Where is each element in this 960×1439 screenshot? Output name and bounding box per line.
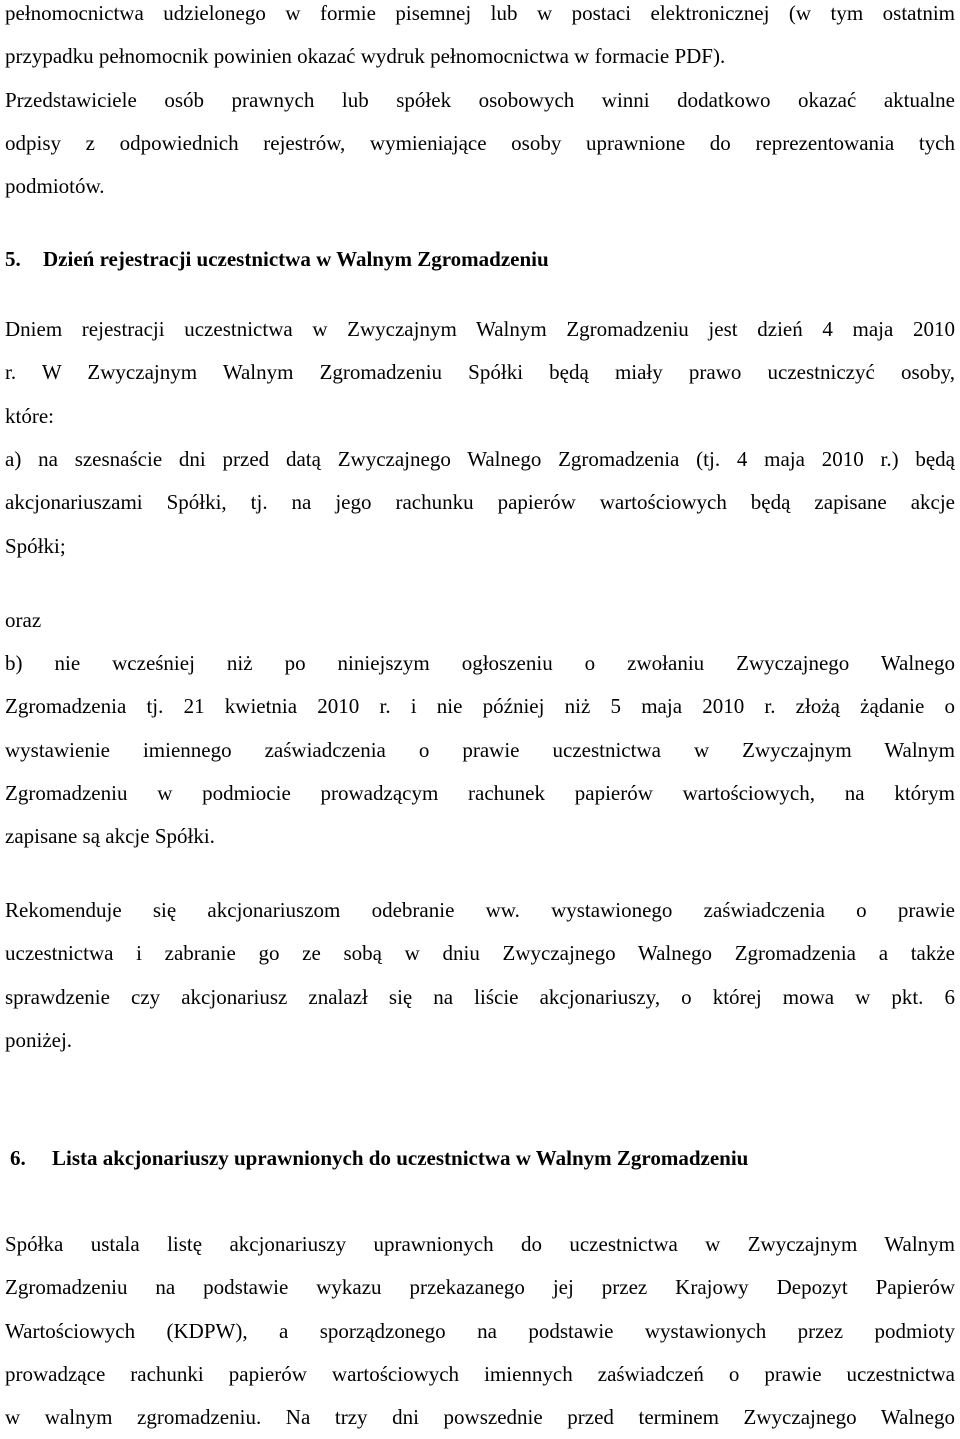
text-line: Przedstawiciele osób prawnych lub spółek osobowych winni dodatkowo okazać aktualne bbox=[5, 87, 955, 112]
section-number: 5. bbox=[5, 247, 21, 271]
intro-paragraph bbox=[5, 0, 955, 208]
section-title: Dzień rejestracji uczestnictwa w Walnym Zgromadzeniu bbox=[43, 247, 549, 271]
text-line: b) nie wcześniej niż po niniejszym ogłoszeniu o zwołaniu Zwyczajnego Walnego bbox=[5, 651, 955, 675]
section-6-heading bbox=[5, 1137, 748, 1180]
text-line: r. W Zwyczajnym Walnym Zgromadzeniu Spółki będą miały prawo uczestniczyć osoby, bbox=[5, 360, 955, 385]
text-line: prowadzące rachunki papierów wartościowych imiennych zaświadczeń o prawie uczestnictwa bbox=[5, 1361, 955, 1386]
text-line: poniżej. bbox=[5, 1027, 73, 1052]
list-item-b bbox=[5, 642, 955, 858]
text-line: Wartościowych (KDPW), a sporządzonego na podstawie wystawionych przez podmioty bbox=[5, 1318, 955, 1343]
text-line: wystawienie imiennego zaświadczenia o prawie uczestnictwa w Zwyczajnym Walnym bbox=[5, 737, 955, 762]
text-line: zapisane są akcje Spółki. bbox=[5, 824, 215, 849]
section-title: Lista akcjonariuszy uprawnionych do uczestnictwa w Walnym Zgromadzeniu bbox=[52, 1146, 749, 1170]
text-line: Zgromadzeniu w podmiocie prowadzącym rachunek papierów wartościowych, na którym bbox=[5, 780, 955, 805]
text-line: Dniem rejestracji uczestnictwa w Zwyczajnym Walnym Zgromadzeniu jest dzień 4 maja 2010 bbox=[5, 317, 955, 341]
text-line: a) na szesnaście dni przed datą Zwyczajnego Walnego Zgromadzenia (tj. 4 maja 2010 r.) będą bbox=[5, 447, 955, 471]
text-line: oraz bbox=[5, 608, 42, 632]
text-line: odpisy z odpowiednich rejestrów, wymieniające osoby uprawnione do reprezentowania tych bbox=[5, 130, 955, 155]
text-line: Spółka ustala listę akcjonariuszy uprawnionych do uczestnictwa w Zwyczajnym Walnym bbox=[5, 1232, 955, 1256]
text-line: które: bbox=[5, 403, 54, 428]
text-line: uczestnictwa i zabranie go ze sobą w dniu Zwyczajnego Walnego Zgromadzenia a także bbox=[5, 941, 955, 966]
text-line: Zgromadzeniu na podstawie wykazu przekazanego jej przez Krajowy Depozyt Papierów bbox=[5, 1275, 955, 1300]
section-6-paragraph bbox=[5, 1223, 955, 1439]
section-5-paragraph bbox=[5, 308, 955, 438]
text-line: sprawdzenie czy akcjonariusz znalazł się na liście akcjonariuszy, o której mowa w pkt. 6 bbox=[5, 984, 955, 1009]
text-line: w walnym zgromadzeniu. Na trzy dni powszednie przed terminem Zwyczajnego Walnego bbox=[5, 1405, 955, 1430]
text-line: Spółki; bbox=[5, 533, 66, 558]
recommendation-paragraph bbox=[5, 889, 955, 1062]
text-line: przypadku pełnomocnik powinien okazać wydruk pełnomocnictwa w formacie PDF). bbox=[5, 44, 726, 69]
text-line: pełnomocnictwa udzielonego w formie pisemnej lub w postaci elektronicznej (w tym ostatnim bbox=[5, 1, 955, 25]
list-item-a bbox=[5, 438, 955, 568]
text-line: Zgromadzenia tj. 21 kwietnia 2010 r. i nie później niż 5 maja 2010 r. złożą żądanie o bbox=[5, 694, 955, 719]
section-number: 6. bbox=[10, 1146, 26, 1170]
text-line: podmiotów. bbox=[5, 174, 105, 199]
text-line: Rekomenduje się akcjonariuszom odebranie ww. wystawionego zaświadczenia o prawie bbox=[5, 898, 955, 922]
conjunction bbox=[5, 599, 955, 642]
section-5-heading bbox=[5, 238, 549, 281]
text-line: akcjonariuszami Spółki, tj. na jego rachunku papierów wartościowych będą zapisane akcje bbox=[5, 490, 955, 515]
